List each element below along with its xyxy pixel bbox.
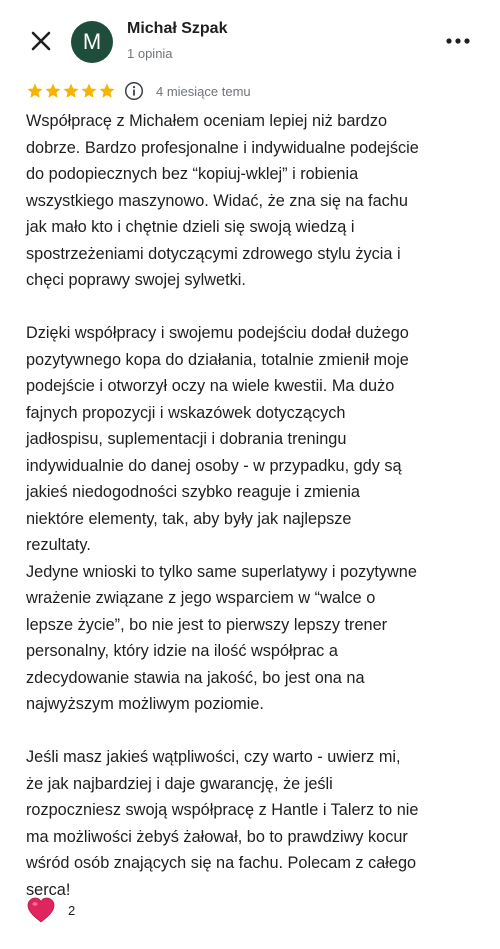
review-text: Współpracę z Michałem oceniam lepiej niż bardzo dobrze. Bardzo profesjonalne i indywidualne podejście do podopiecznych bez “kopiuj-wklej” i robienia wszystkiego maszynowo. Widać, że zna się na fachu jak mało kto i chętnie dzieli się swoją wiedzą i spostrzeżeniami dotyczącymi zdrowego stylu życia i chęci poprawy swojej sylwetki. Dzięki współpracy i swojemu podejściu dodał dużego pozytywnego kopa do działania, totalnie zmienił moje podejście i otworzył oczy na wiele kwestii. Ma dużo fajnych propozycji i wskazówek dotyczących jadłospisu, suplementacji i dobrania treningu indywidualnie do danej osoby - w przypadku, gdy są jakieś niedogodności szybko reaguje i zmienia niektóre elementy, tak, aby były jak najlepsze rezultaty. Jedyne wnioski to tylko same superlatywy i pozytywne wrażenie związane z jego wsparciem w “walce o lepsze życie”, bo nie jest to pierwszy lepszy trener personalny, który idzie na ilość współprac a zdecydowanie stawia na jakość, bo jest ona na najwyższym możliwym poziomie. Jeśli masz jakieś wątpliwości, czy warto - uwierz mi, że jak najbardziej i daje gwarancję, że jeśli rozpoczniesz swoją współpracę z Hantle i Talerz to nie ma możliwości żebyś żałował, bo to prawdziwy kocur wśród osób znających się na fachu. Polecam z całego serca! [26,112,419,899]
reactions [26,896,75,924]
star-icon [44,82,62,100]
star-icon [80,82,98,100]
reaction-count: 2 [68,902,76,918]
info-icon[interactable] [124,81,144,101]
close-icon[interactable] [26,26,56,56]
heart-icon[interactable] [26,896,56,924]
star-icon [62,82,80,100]
avatar-letter: M [82,29,102,54]
star-icon [98,82,116,100]
review-date: 4 miesiące temu [156,83,251,99]
rating-row [26,79,251,103]
more-vert-icon[interactable] [444,34,472,48]
reviewer-review-count: 1 opinia [127,46,173,61]
star-icon [26,82,44,100]
reviewer-name[interactable]: Michał Szpak [127,20,228,37]
star-rating [26,82,116,100]
review-header [0,0,500,80]
avatar[interactable] [71,21,113,63]
